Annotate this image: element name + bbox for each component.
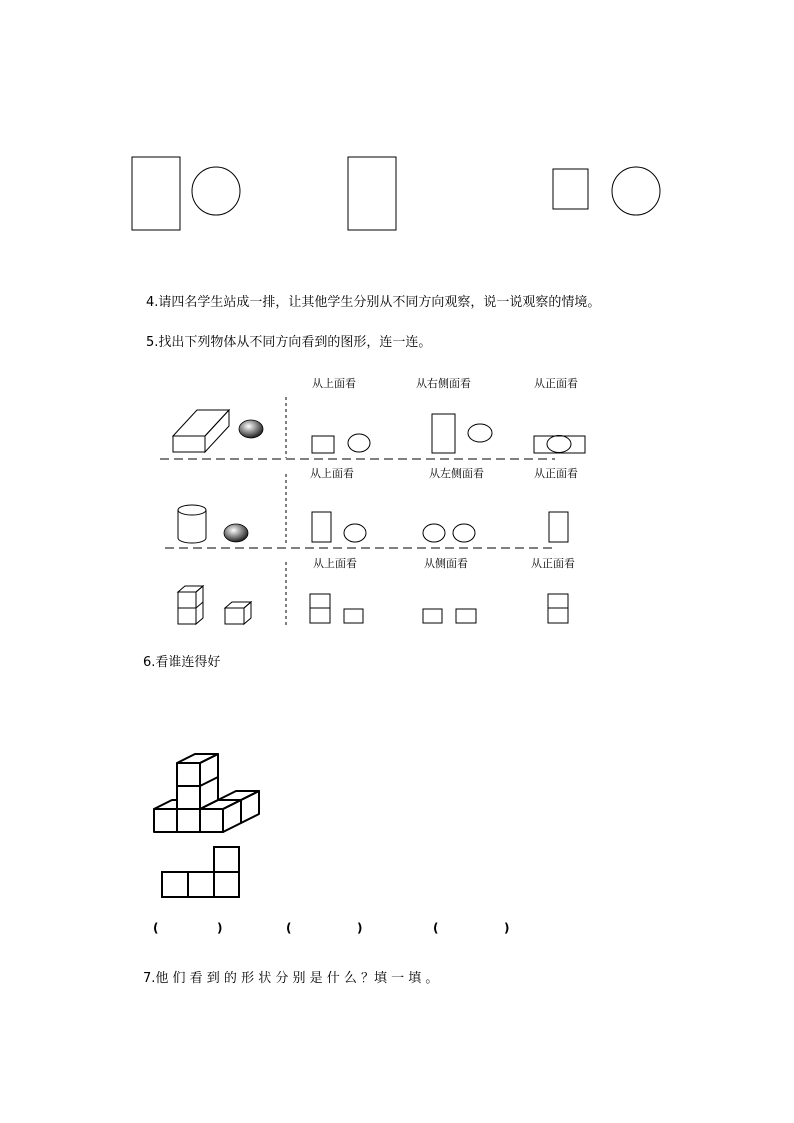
circle-1 bbox=[192, 167, 240, 215]
question-6: 6.看谁连得好 bbox=[143, 655, 221, 670]
blank-1-open: ( bbox=[153, 921, 159, 935]
r2-top-ellipse bbox=[344, 524, 366, 542]
r2-front-rect bbox=[549, 512, 568, 542]
blank-3-open: ( bbox=[433, 921, 439, 935]
r2-label-top: 从上面看 bbox=[310, 467, 354, 480]
blank-2-close: ) bbox=[357, 921, 363, 935]
single-cube bbox=[225, 602, 251, 624]
cube-arrangement bbox=[154, 754, 259, 832]
r1-side-rect bbox=[432, 414, 455, 453]
question-7: 7.他 们 看 到 的 形 状 分 别 是 什 么 ？填 一 填 。 bbox=[143, 971, 439, 986]
r2-top-rect bbox=[312, 512, 331, 542]
row2-objects bbox=[178, 505, 206, 543]
r1-front-ellipse bbox=[547, 436, 571, 453]
tall-rectangle-2 bbox=[348, 157, 396, 230]
row3-views bbox=[310, 594, 568, 623]
r1-side-ellipse bbox=[468, 424, 492, 442]
r1-label-front: 从正面看 bbox=[534, 377, 578, 390]
row1-objects bbox=[173, 410, 229, 452]
tall-rectangle-1 bbox=[132, 157, 180, 230]
q5-dividers bbox=[160, 397, 555, 625]
ball-1 bbox=[239, 420, 263, 438]
question-5: 5.找出下列物体从不同方向看到的图形，连一连。 bbox=[146, 335, 432, 350]
r1-label-right-side: 从右侧面看 bbox=[416, 377, 471, 390]
cuboid bbox=[173, 410, 229, 452]
r1-label-top: 从上面看 bbox=[312, 377, 356, 390]
row3-objects bbox=[178, 586, 251, 624]
r3-label-front: 从正面看 bbox=[531, 557, 575, 570]
r2-label-front: 从正面看 bbox=[534, 467, 578, 480]
question-4: 4.请四名学生站成一排，让其他学生分别从不同方向观察，说一说观察的情境。 bbox=[146, 295, 601, 310]
top-shapes bbox=[132, 157, 660, 230]
r3-top-rect-small bbox=[344, 609, 363, 623]
square-1 bbox=[553, 169, 588, 209]
cylinder bbox=[178, 505, 206, 543]
r3-label-side: 从侧面看 bbox=[424, 557, 468, 570]
r1-top-ellipse bbox=[348, 434, 370, 452]
row2-views bbox=[312, 512, 568, 542]
ball-2 bbox=[224, 524, 248, 542]
r3-side-rect-2 bbox=[456, 609, 476, 623]
r2-side-ellipse-2 bbox=[453, 524, 475, 542]
blank-2-open: ( bbox=[286, 921, 292, 935]
flat-view bbox=[162, 847, 239, 897]
r3-side-rect-1 bbox=[423, 609, 442, 623]
r3-label-top: 从上面看 bbox=[313, 557, 357, 570]
stacked-cubes bbox=[178, 586, 203, 624]
r2-side-ellipse-1 bbox=[423, 524, 445, 542]
row1-views bbox=[312, 414, 585, 453]
r1-top-rect bbox=[312, 436, 334, 453]
blank-1-close: ) bbox=[217, 921, 223, 935]
r1-front-rect bbox=[534, 436, 585, 453]
blank-3-close: ) bbox=[504, 921, 510, 935]
circle-2 bbox=[612, 167, 660, 215]
r2-label-left-side: 从左侧面看 bbox=[429, 467, 484, 480]
